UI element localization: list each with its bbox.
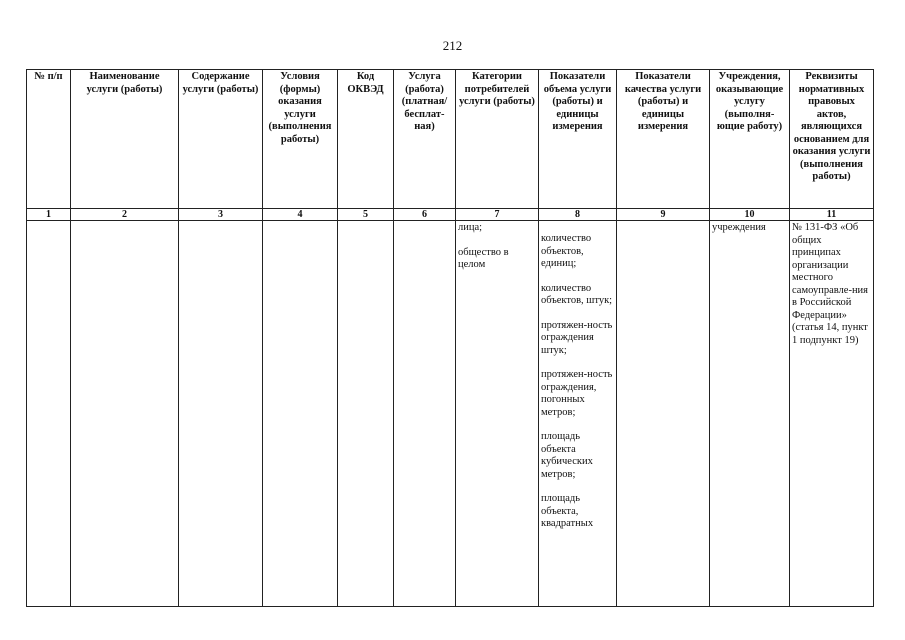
- header-cell: Наименование услуги (работы): [71, 70, 179, 209]
- header-cell: Код ОКВЭД: [338, 70, 394, 209]
- column-number: 3: [179, 209, 263, 221]
- table-row: [27, 221, 874, 607]
- cell-okved-code: [338, 221, 394, 607]
- header-cell: Учреждения, оказывающие услугу (выполня-ющие работу): [710, 70, 790, 209]
- page-number: 212: [442, 38, 463, 53]
- column-number: 9: [617, 209, 710, 221]
- header-cell: Реквизиты нормативных правовых актов, являющихся основанием для оказания услуги (выполнения работы): [790, 70, 874, 209]
- volume-indicator: площадь объекта, квадратных: [541, 493, 594, 529]
- volume-indicator: протяжен-ность ограждения штук;: [541, 319, 613, 356]
- cell-quality-indicators: [617, 221, 710, 607]
- cell-institutions: учреждения: [710, 221, 790, 607]
- header-cell: Условия (формы) оказания услуги (выполнения работы): [263, 70, 338, 209]
- header-cell: Категории потребителей услуги (работы): [456, 70, 539, 209]
- cell-service-content: [179, 221, 263, 607]
- consumer-category: лица;: [458, 222, 483, 233]
- consumer-category: общество в целом: [458, 246, 509, 270]
- cell-legal-acts: № 131-ФЗ «Об общих принципах организации местного самоуправле-ния в Российской Федерации» (статья 14, пункт 1 подпункт 19): [790, 221, 874, 607]
- column-number: 6: [394, 209, 456, 221]
- column-number: 1: [27, 209, 71, 221]
- cell-consumer-categories: [456, 221, 539, 607]
- services-registry-table: [26, 69, 874, 607]
- column-number: 4: [263, 209, 338, 221]
- cell-service-name: [71, 221, 179, 607]
- column-number-row: [27, 209, 874, 221]
- volume-indicator: площадь объекта кубических метров;: [541, 431, 593, 480]
- cell-number: [27, 221, 71, 607]
- column-number: 11: [790, 209, 874, 221]
- header-cell: № п/п: [27, 70, 71, 209]
- volume-indicator: протяжен-ность ограждения, погонных метров;: [541, 369, 613, 418]
- column-number: 8: [539, 209, 617, 221]
- column-number: 7: [456, 209, 539, 221]
- header-cell: Показатели объема услуги (работы) и единицы измерения: [539, 70, 617, 209]
- cell-volume-indicators: [539, 221, 617, 607]
- volume-indicator: количество объектов, единиц;: [541, 233, 592, 269]
- cell-conditions: [263, 221, 338, 607]
- volume-indicator: количество объектов, штук;: [541, 282, 613, 306]
- column-number: 5: [338, 209, 394, 221]
- header-row: [27, 70, 874, 209]
- header-cell: Услуга (работа) (платная/ бесплат-ная): [394, 70, 456, 209]
- header-cell: Показатели качества услуги (работы) и единицы измерения: [617, 70, 710, 209]
- header-cell: Содержание услуги (работы): [179, 70, 263, 209]
- column-number: 2: [71, 209, 179, 221]
- cell-paid-free: [394, 221, 456, 607]
- column-number: 10: [710, 209, 790, 221]
